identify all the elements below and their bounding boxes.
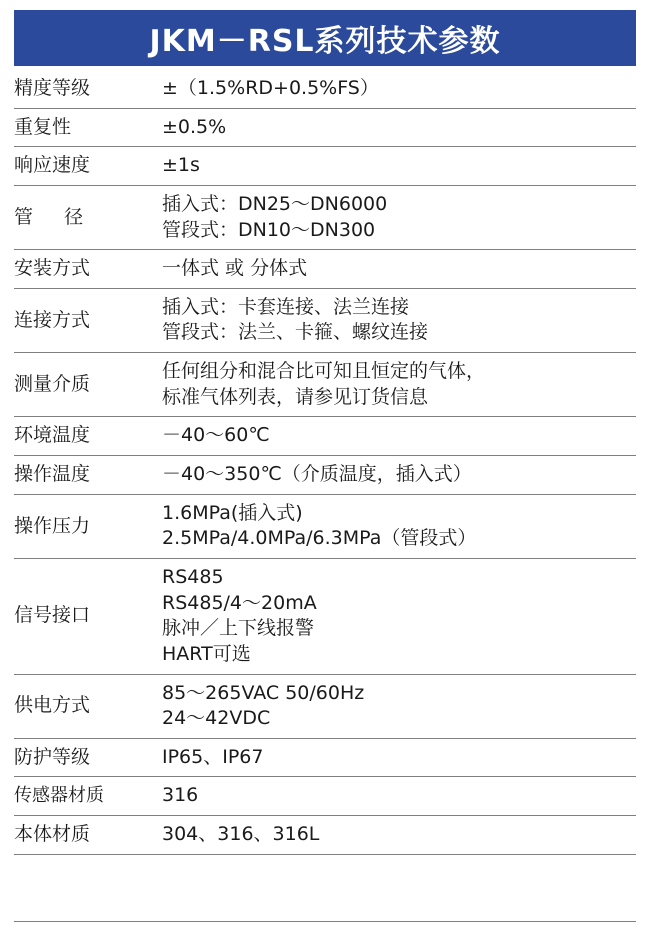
table-row — [14, 185, 636, 249]
value-line: HART可选 — [162, 642, 251, 665]
value-line: 一体式 或 分体式 — [162, 257, 308, 280]
table-row — [14, 816, 636, 855]
row-label: 操作压力 — [14, 514, 91, 537]
table-row — [14, 147, 636, 186]
row-value — [162, 185, 636, 249]
value-line: ±1s — [162, 154, 200, 177]
value-line: －40～350℃（介质温度，插入式） — [162, 463, 472, 486]
row-value — [162, 250, 636, 289]
value-line: 任何组分和混合比可知且恒定的气体， — [162, 360, 486, 383]
row-value — [162, 738, 636, 777]
page-title: JKM－RSL系列技术参数 — [149, 24, 501, 59]
row-label: 供电方式 — [14, 694, 91, 717]
title-bar — [14, 10, 636, 66]
value-line: 2.5MPa/4.0MPa/6.3MPa（管段式） — [162, 527, 477, 550]
value-line: 304、316、316L — [162, 823, 320, 846]
row-label: 测量介质 — [14, 372, 91, 395]
row-label: 信号接口 — [14, 604, 91, 627]
spec-sheet — [0, 10, 650, 938]
row-label: 环境温度 — [14, 424, 91, 447]
row-label: 响应速度 — [14, 154, 91, 177]
bottom-divider — [14, 921, 636, 922]
row-label: 管 径 — [14, 205, 90, 228]
row-value — [162, 353, 636, 417]
row-label: 重复性 — [14, 115, 72, 138]
value-line: 24～42VDC — [162, 707, 271, 730]
value-line: ±0.5% — [162, 115, 227, 138]
value-line: 85～265VAC 50/60Hz — [162, 681, 365, 704]
table-row — [14, 738, 636, 777]
value-line: 脉冲／上下线报警 — [162, 617, 315, 640]
row-value — [162, 494, 636, 558]
row-label: 精度等级 — [14, 77, 91, 99]
table-row — [14, 456, 636, 495]
row-value — [162, 558, 636, 674]
value-line: 管段式：DN10～DN300 — [162, 218, 376, 241]
row-value — [162, 147, 636, 186]
value-line: 管段式：法兰、卡箍、螺纹连接 — [162, 321, 429, 344]
table-row — [14, 558, 636, 674]
value-line: RS485 — [162, 565, 224, 588]
row-label: 传感器材质 — [14, 785, 104, 807]
table-row — [14, 353, 636, 417]
value-line: IP65、IP67 — [162, 745, 264, 768]
table-row — [14, 70, 636, 108]
row-value — [162, 674, 636, 738]
row-value — [162, 288, 636, 352]
table-row — [14, 288, 636, 352]
value-line: 1.6MPa(插入式) — [162, 501, 303, 524]
row-value — [162, 456, 636, 495]
table-row — [14, 777, 636, 816]
row-label: 安装方式 — [14, 257, 91, 280]
row-value — [162, 108, 636, 147]
specification-table — [14, 70, 636, 855]
table-row — [14, 250, 636, 289]
row-value — [162, 777, 636, 816]
row-label: 防护等级 — [14, 745, 91, 768]
table-row — [14, 108, 636, 147]
row-value — [162, 816, 636, 855]
row-value — [162, 70, 636, 108]
value-line: 插入式：卡套连接、法兰连接 — [162, 295, 410, 318]
row-label: 连接方式 — [14, 308, 91, 331]
value-line: RS485/4～20mA — [162, 591, 317, 614]
value-line: 标准气体列表，请参见订货信息 — [162, 385, 429, 408]
value-line: ±（1.5%RD+0.5%FS） — [162, 77, 379, 99]
table-row — [14, 417, 636, 456]
row-label: 操作温度 — [14, 463, 91, 486]
specification-table-body — [14, 70, 636, 854]
row-label: 本体材质 — [14, 823, 91, 846]
table-row — [14, 494, 636, 558]
value-line: 316 — [162, 784, 199, 807]
table-row — [14, 674, 636, 738]
value-line: －40～60℃ — [162, 424, 270, 447]
value-line: 插入式：DN25～DN6000 — [162, 192, 388, 215]
row-value — [162, 417, 636, 456]
